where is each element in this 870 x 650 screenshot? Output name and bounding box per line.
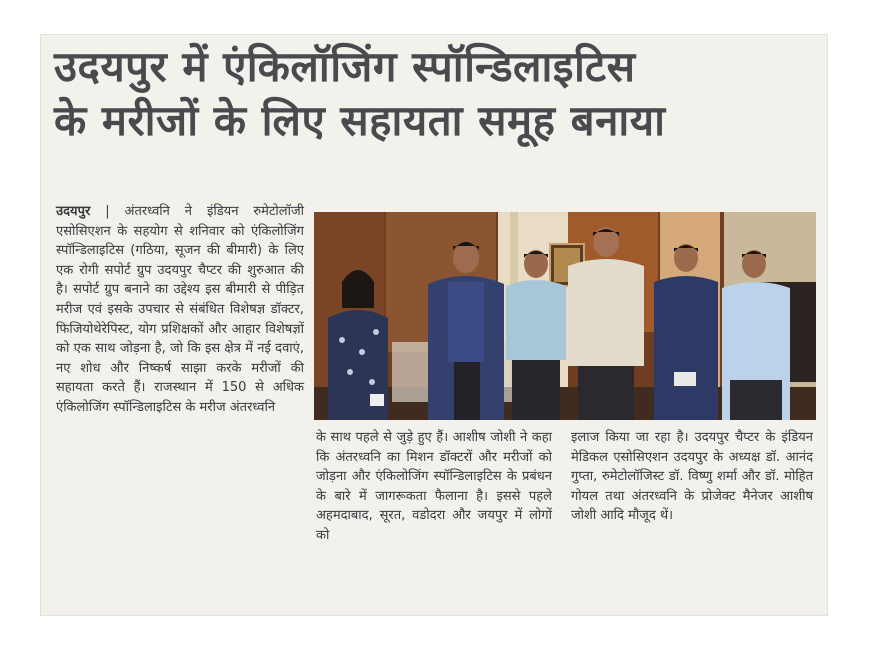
group-photo-illustration [314,212,816,420]
article-column-1 [56,202,304,418]
headline [54,40,814,148]
group-photo [314,212,816,420]
article-column-3: इलाज किया जा रहा है। उदयपुर चैप्टर के इंडियन मेडिकल एसोसिएशन उदयपुर के अध्यक्ष डॉ. आनंद गुप्ता, रुमेटोलॉजिस्ट डॉ. विष्णु शर्मा और डॉ. मोहित गोयल तथा अंतरध्वनि के प्रोजेक्ट मैनेजर आशीष जोशी आदि मौजूद थें। [571,430,813,524]
article-column-2: के साथ पहले से जुड़े हुए हैं। आशीष जोशी ने कहा कि अंतरध्वनि का मिशन डॉक्टरों और मरीजों को जोड़ना और एंकिलोजिंग स्पॉन्डिलाइटिस के प्रबंधन के बारे में जागरूकता फैलाना है। इससे पहले अहमदाबाद, सूरत, वडोदरा और जयपुर में लोगों को [316,430,552,543]
headline-line-2: के मरीजों के लिए सहायता समूह बनाया [54,96,666,145]
newspaper-clipping [40,34,828,616]
column-1-text: | अंतरध्वनि ने इंडियन रुमेटोलॉजी एसोसिएशन के सहयोग से शनिवार को एंकिलोजिंग स्पॉन्डिलाइटिस (गठिया, सूजन की बीमारी) के लिए एक रोगी सपोर्ट ग्रुप उदयपुर चैप्टर की शुरुआत की है। सपोर्ट ग्रुप बनाने का उद्देश्य इस बीमारी से पीड़ित मरीज एवं इसके उपचार से संबंधित विशेषज्ञ डॉक्टर, फिजियोथेरेपिस्ट, योग प्रशिक्षकों और आहार विशेषज्ञों को एक साथ जोड़ना है, जो कि इस क्षेत्र में नई दवाएं, नए शोध और निष्कर्ष साझा करके मरीजों की सहायता करते हैं। राजस्थान में 150 से अधिक एंकिलोजिंग स्पॉन्डिलाइटिस के मरीज अंतरध्वनि [56,204,304,415]
dateline: उदयपुर [56,204,91,219]
headline-line-1: उदयपुर में एंकिलॉजिंग स्पॉन्डिलाइटिस [54,42,636,91]
